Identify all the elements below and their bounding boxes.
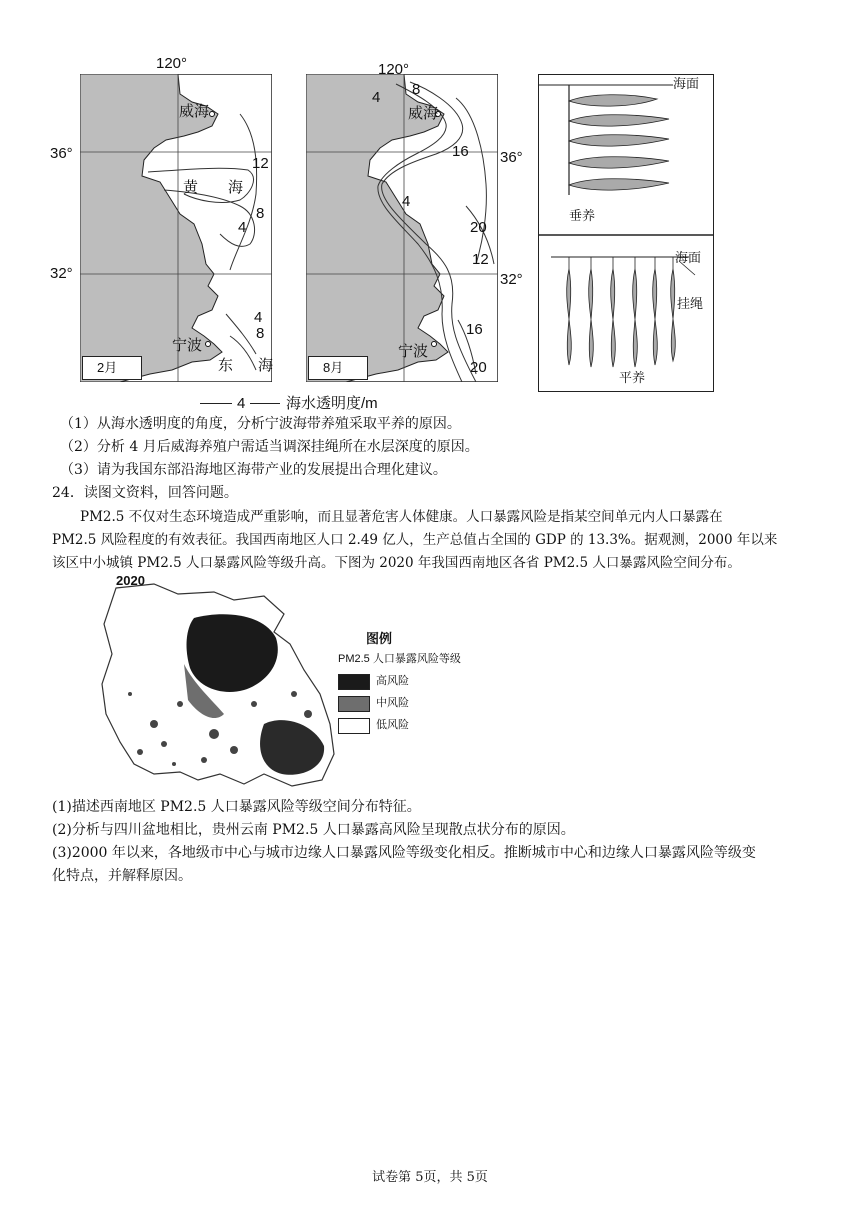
lon-label-b: 120°: [378, 61, 410, 78]
legend-isoline-value: 4: [237, 395, 246, 412]
map-legend: [338, 632, 488, 736]
isoline-12-label: 12: [252, 155, 269, 172]
map-february: [80, 74, 272, 382]
question-24-para-1: PM2.5 不仅对生态环境造成严重影响，而且显著危害人体健康。人口暴露风险是指某空间单元内人口暴露在: [80, 509, 723, 525]
city-weihai-label-b: 威海: [408, 105, 439, 122]
isoline-20-label-b-south: 20: [470, 359, 487, 376]
page-footer: 试卷第 5页，共 5页: [372, 1170, 488, 1185]
question-23-2: （2）分析 4 月后威海养殖户需适当调深挂绳所在水层深度的原因。: [60, 439, 479, 455]
isoline-20-label-b: 20: [470, 219, 487, 236]
question-23-1: （1）从海水透明度的角度，分析宁波海带养殖采取平养的原因。: [60, 416, 461, 432]
legend-subtitle: PM2.5 人口暴露风险等级: [338, 653, 461, 665]
isoline-4-label-b-mid: 4: [402, 193, 411, 210]
kelp-farming-graphic: [539, 75, 713, 391]
isoline-4-label-south: 4: [254, 309, 263, 326]
pm25-risk-map: [94, 574, 530, 794]
legend-title: 图例: [366, 631, 393, 646]
map-august: [306, 74, 498, 382]
lat-32-label-b: 32°: [500, 271, 523, 288]
city-weihai-label: 威海: [179, 103, 210, 120]
question-24-3: (3)2000 年以来，各地级市中心与城市边缘人口暴露风险等级变化相反。推断城市中心和边缘人口暴露风险等级变: [52, 845, 756, 861]
legend-swatch-high: [338, 674, 370, 690]
city-ningbo-label-b: 宁波: [398, 343, 429, 360]
isoline-4-label-b: 4: [372, 89, 381, 106]
sea-surface-label-bottom: 海面: [675, 250, 702, 265]
hanging-rope-label: 挂绳: [677, 296, 704, 311]
map-year-label: 2020: [116, 573, 145, 588]
legend-high-label: 高风险: [376, 675, 409, 687]
sea-huang-label-2: 海: [228, 179, 244, 196]
vertical-culture-label: 垂养: [569, 208, 596, 223]
question-24-para-3: 该区中小城镇 PM2.5 人口暴露风险等级升高。下图为 2020 年我国西南地区各省 PM2.5 人口暴露风险空间分布。: [52, 555, 741, 571]
isoline-12-label-b: 12: [472, 251, 489, 268]
question-23-3: （3）请为我国东部沿海地区海带产业的发展提出合理化建议。: [60, 462, 447, 478]
isoline-16-label-b-south: 16: [466, 321, 483, 338]
question-24-2: (2)分析与四川盆地相比，贵州云南 PM2.5 人口暴露高风险呈现散点状分布的原因。: [52, 822, 575, 838]
sea-dong-label-2: 海: [258, 357, 274, 374]
isoline-4-label: 4: [238, 219, 247, 236]
flat-culture-label: 平养: [619, 370, 646, 385]
panel-label-august-text: 8月: [323, 360, 344, 375]
legend-low-label: 低风险: [376, 719, 409, 731]
legend-mid-label: 中风险: [376, 697, 409, 709]
question-24-1: (1)描述西南地区 PM2.5 人口暴露风险等级空间分布特征。: [52, 799, 421, 815]
isoline-16-label-b: 16: [452, 143, 469, 160]
isoline-8-label-south: 8: [256, 325, 265, 342]
question-24-title: 24．读图文资料，回答问题。: [52, 485, 238, 501]
transparency-legend: [200, 394, 440, 412]
isoline-8-label: 8: [256, 205, 265, 222]
panel-label-february: [82, 356, 142, 380]
question-24-para-2: PM2.5 风险程度的有效表征。我国西南地区人口 2.49 亿人，生产总值占全国的 GDP 的 13.3%。据观测，2000 年以来: [52, 532, 778, 548]
kelp-farming-diagram: [538, 74, 714, 392]
panel-label-august: [308, 356, 368, 380]
sea-surface-label-top: 海面: [673, 76, 700, 91]
lat-36-label-b: 36°: [500, 149, 523, 166]
lat-32-label-a: 32°: [50, 265, 73, 282]
legend-isoline-text: 海水透明度/m: [286, 395, 378, 412]
legend-swatch-low: [338, 718, 370, 734]
sea-dong-label-1: 东: [218, 357, 234, 374]
isoline-8-label-b: 8: [412, 81, 421, 98]
question-24-3-cont: 化特点，并解释原因。: [52, 868, 192, 884]
lat-36-label-a: 36°: [50, 145, 73, 162]
legend-swatch-mid: [338, 696, 370, 712]
lon-label-a: 120°: [156, 55, 188, 72]
panel-label-february-text: 2月: [97, 360, 118, 375]
sea-huang-label-1: 黄: [183, 179, 199, 196]
city-ningbo-label: 宁波: [172, 337, 203, 354]
